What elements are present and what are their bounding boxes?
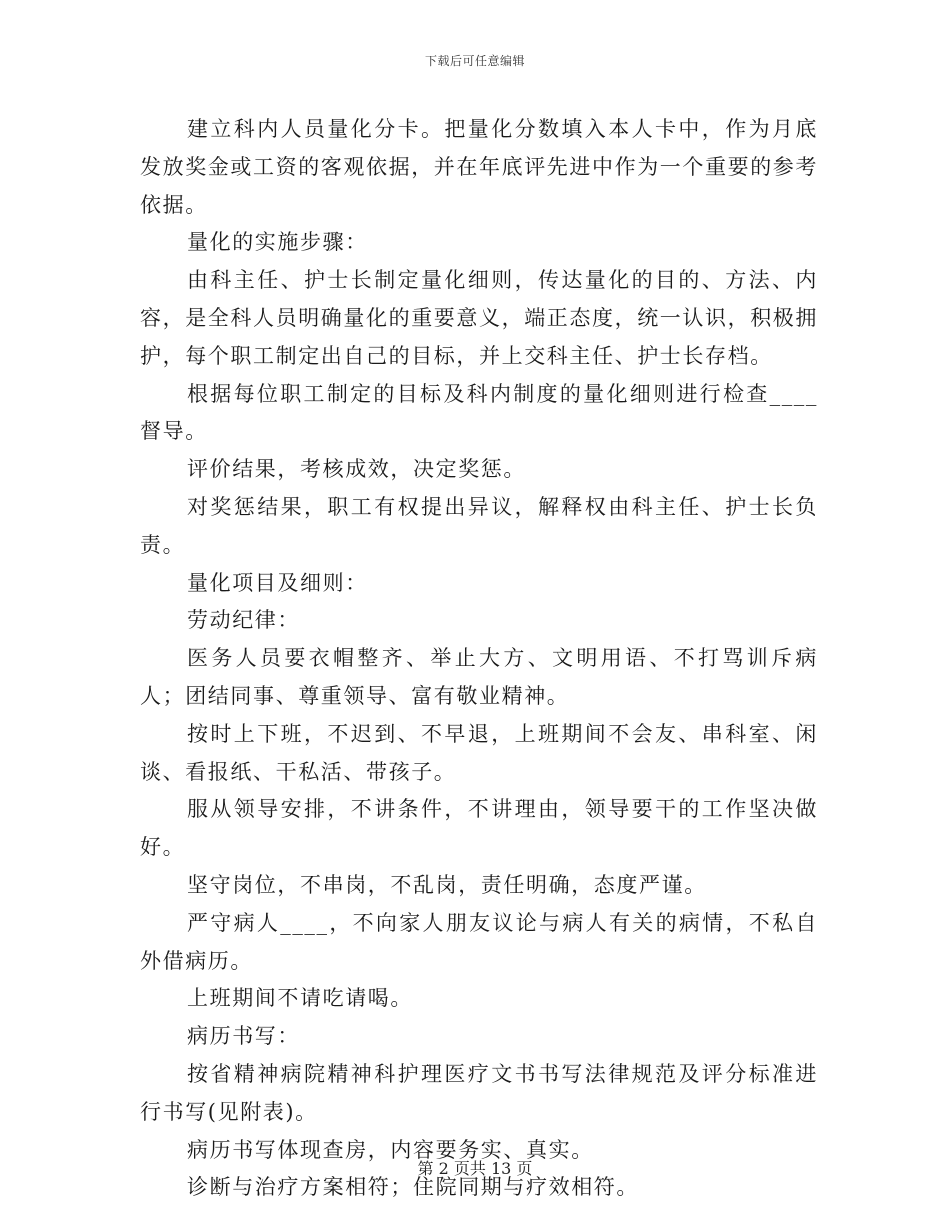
paragraph: 诊断与治疗方案相符；住院同期与疗效相符。 <box>187 1175 639 1200</box>
page-footer: 第 2 页共 13 页 <box>417 1159 533 1178</box>
paragraph: 按时上下班，不迟到、不早退，上班期间不会友、串科室、闲谈、看报纸、干私活、带孩子。 <box>140 721 818 784</box>
paragraph: 对奖惩结果，职工有权提出异议，解释权由科主任、护士长负责。 <box>140 494 818 557</box>
subsection-heading: 病历书写： <box>187 1024 300 1049</box>
page-header: 下载后可任意编辑 <box>424 54 525 68</box>
section-heading: 量化项目及细则： <box>187 570 368 595</box>
paragraph: 医务人员要衣帽整齐、举止大方、文明用语、不打骂训斥病人；团结同事、尊重领导、富有敬业精神。 <box>140 646 818 708</box>
paragraph: 上班期间不请吃请喝。 <box>187 986 413 1011</box>
paragraph: 坚守岗位，不串岗，不乱岗，责任明确，态度严谨。 <box>187 872 707 897</box>
paragraph: 量化的实施步骤： <box>187 230 368 255</box>
paragraph: 病历书写体现查房，内容要务实、真实。 <box>187 1137 594 1162</box>
paragraph: 根据每位职工制定的目标及科内制度的量化细则进行检查____督导。 <box>140 381 818 444</box>
paragraph: 由科主任、护士长制定量化细则，传达量化的目的、方法、内容，是全科人员明确量化的重要意义，端正态度，统一认识，积极拥护，每个职工制定出自己的目标，并上交科主任、护士长存档。 <box>140 268 818 368</box>
paragraph: 评价结果，考核成效，决定奖惩。 <box>187 457 526 482</box>
paragraph: 严守病人____，不向家人朋友议论与病人有关的病情，不私自外借病历。 <box>140 910 818 973</box>
paragraph: 服从领导安排，不讲条件，不讲理由，领导要干的工作坚决做好。 <box>140 797 818 860</box>
paragraph: 按省精神病院精神科护理医疗文书书写法律规范及评分标准进行书写(见附表)。 <box>140 1061 818 1124</box>
subsection-heading: 劳动纪律： <box>187 608 300 633</box>
document-body <box>140 111 818 1207</box>
paragraph: 建立科内人员量化分卡。把量化分数填入本人卡中，作为月底发放奖金或工资的客观依据，并在年底评先进中作为一个重要的参考依据。 <box>140 117 818 217</box>
